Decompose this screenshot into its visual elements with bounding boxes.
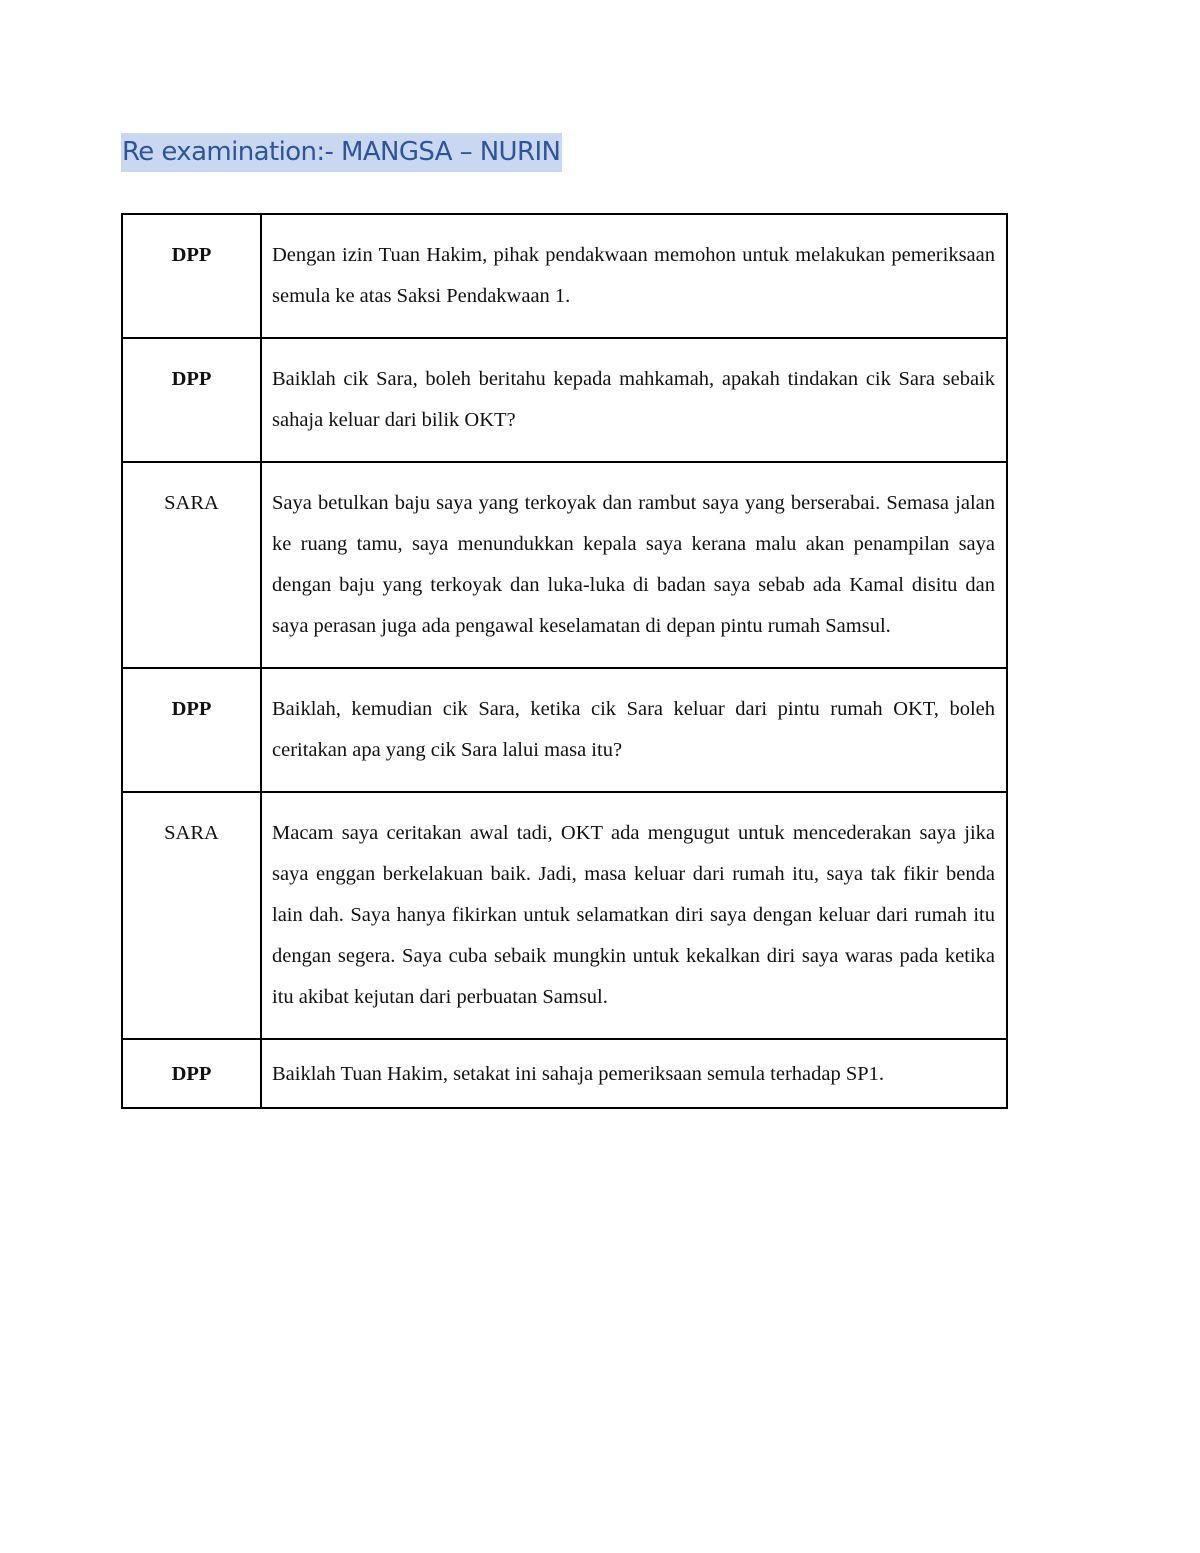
table-row	[122, 1039, 1007, 1108]
table-row	[122, 792, 1007, 1039]
statement-cell: Macam saya ceritakan awal tadi, OKT ada mengugut untuk mencederakan saya jika saya enggan berkelakuan baik. Jadi, masa keluar dari rumah itu, saya tak fikir benda lain dah. Saya hanya fikirkan untuk selamatkan diri saya dengan keluar dari rumah itu dengan segera. Saya cuba sebaik mungkin untuk kekalkan diri saya waras pada ketika itu akibat kejutan dari perbuatan Samsul.	[261, 792, 1007, 1039]
transcript-table	[121, 213, 1008, 1109]
page-title: Re examination:- MANGSA – NURIN	[121, 133, 562, 172]
speaker-cell: DPP	[122, 338, 261, 462]
speaker-cell: SARA	[122, 792, 261, 1039]
speaker-cell: DPP	[122, 214, 261, 338]
table-row	[122, 338, 1007, 462]
statement-cell: Baiklah, kemudian cik Sara, ketika cik Sara keluar dari pintu rumah OKT, boleh ceritakan apa yang cik Sara lalui masa itu?	[261, 668, 1007, 792]
statement-cell: Baiklah cik Sara, boleh beritahu kepada mahkamah, apakah tindakan cik Sara sebaik sahaja keluar dari bilik OKT?	[261, 338, 1007, 462]
table-row	[122, 668, 1007, 792]
table-row	[122, 214, 1007, 338]
speaker-cell: DPP	[122, 668, 261, 792]
statement-cell: Baiklah Tuan Hakim, setakat ini sahaja pemeriksaan semula terhadap SP1.	[261, 1039, 1007, 1108]
statement-cell: Saya betulkan baju saya yang terkoyak dan rambut saya yang berserabai. Semasa jalan ke ruang tamu, saya menundukkan kepala saya kerana malu akan penampilan saya dengan baju yang terkoyak dan luka-luka di badan saya sebab ada Kamal disitu dan saya perasan juga ada pengawal keselamatan di depan pintu rumah Samsul.	[261, 462, 1007, 668]
speaker-cell: DPP	[122, 1039, 261, 1108]
statement-cell: Dengan izin Tuan Hakim, pihak pendakwaan memohon untuk melakukan pemeriksaan semula ke atas Saksi Pendakwaan 1.	[261, 214, 1007, 338]
speaker-cell: SARA	[122, 462, 261, 668]
table-row	[122, 462, 1007, 668]
